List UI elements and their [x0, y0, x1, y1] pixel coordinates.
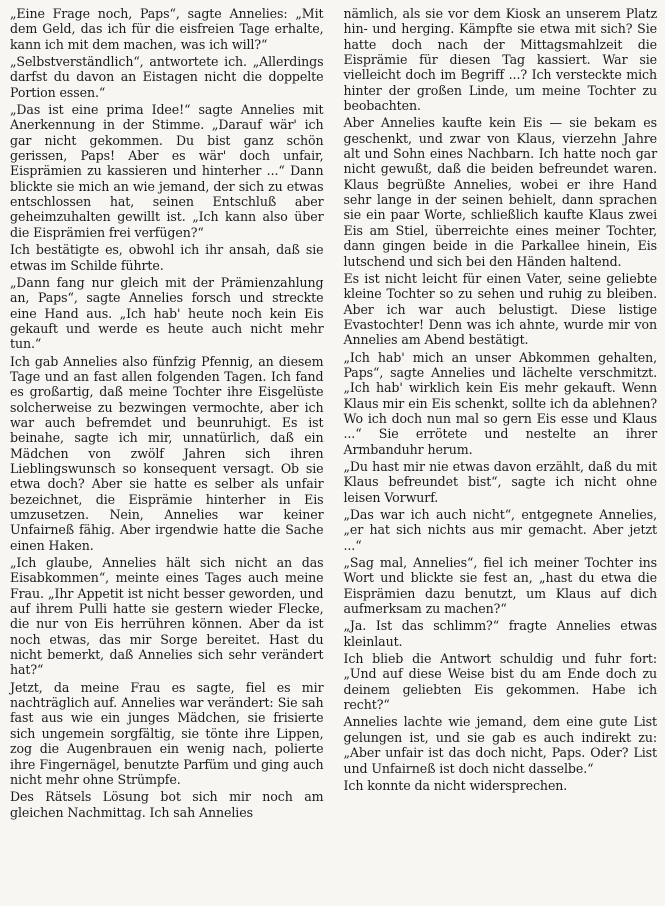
paragraph: Jetzt, da meine Frau es sagte, fiel es mir nachträglich auf. Annelies war verändert: Sie sah fast aus wie ein junges Mädchen, sie frisierte sich ungemein sorgfältig, sie tönte ihre Lippen, zog die Augenbrauen ein wenig nach, polierte ihre Fingernägel, benutzte Parfüm und ging auch nicht mehr ohne Strümpfe. [10, 679, 324, 787]
paragraph: Des Rätsels Lösung bot sich mir noch am gleichen Nachmittag. Ich sah Annelies [10, 789, 324, 820]
paragraph: Annelies lachte wie jemand, dem eine gute List gelungen ist, und sie gab es auch indirekt zu: „Aber unfair ist das doch nicht, Paps. Oder? List und Unfairneß ist doch nicht dasselbe.“ [343, 714, 657, 776]
text-column-left [10, 6, 324, 906]
paragraph: „Du hast mir nie etwas davon erzählt, daß du mit Klaus befreundet bist“, sagte ich nicht ohne leisen Vorwurf. [343, 458, 657, 505]
paragraph: Ich gab Annelies also fünfzig Pfennig, an diesem Tage und an fast allen folgenden Tagen. Ich fand es großartig, daß meine Tochter ihre Eisgelüste solcherweise zu bezwingen vermochte, aber ich war auch befremdet und beunruhigt. Es ist beinahe, sagte ich mir, unnatürlich, daß ein Mädchen von zwölf Jahren sich ihren Lieblingswunsch so konsequent versagt. Ob sie etwa doch? Aber sie hatte es selber als unfair bezeichnet, die Eisprämie hinterher in Eis umzusetzen. Nein, Annelies war keiner Unfairneß fähig. Aber irgendwie hatte die Sache einen Haken. [10, 353, 324, 553]
paragraph: „Selbstverständlich“, antwortete ich. „Allerdings darfst du davon an Eistagen nicht die doppelte Portion essen.“ [10, 54, 324, 100]
paragraph: Es ist nicht leicht für einen Vater, seine geliebte kleine Tochter so zu sehen und ruhig zu bleiben. Aber ich war auch belustigt. Diese listige Evastochter! Denn was ich ahnte, wurde mir von Annelies am Abend bestätigt. [343, 270, 657, 348]
paragraph: „Ja. Ist das schlimm?“ fragte Annelies etwas kleinlaut. [343, 618, 657, 649]
text-column-right [344, 6, 658, 906]
paragraph: „Sag mal, Annelies“, fiel ich meiner Tochter ins Wort und blickte sie fest an, „hast du etwa die Eisprämien dazu benutzt, um Klaus auf dich aufmerksam zu machen?“ [343, 555, 657, 617]
paragraph: Ich blieb die Antwort schuldig und fuhr fort: „Und auf diese Weise bist du am Ende doch zu deinem geliebten Eis gekommen. Habe ich recht?“ [343, 651, 657, 713]
paragraph: „Das ist eine prima Idee!“ sagte Annelies mit Anerkennung in der Stimme. „Darauf wär' ich gar nicht gekommen. Du bist ganz schön gerissen, Paps! Aber es wär' doch unfair, Eisprämien zu kassieren und hinterher ...“ Dann blickte sie mich an wie jemand, der sich zu etwas entschlossen hat, seinen Entschluß aber geheimzuhalten gewillt ist. „Ich kann also über die Eisprämien frei verfügen?“ [10, 102, 324, 240]
paragraph: Ich konnte da nicht widersprechen. [343, 777, 568, 793]
paragraph: „Eine Frage noch, Paps“, sagte Annelies: „Mit dem Geld, das ich für die eisfreien Tage erhalte, kann ich mit dem machen, was ich will?“ [10, 6, 324, 52]
paragraph: Aber Annelies kaufte kein Eis — sie bekam es geschenkt, und zwar von Klaus, vierzehn Jahre alt und Sohn eines Nachbarn. Ich hatte noch gar nicht gewußt, daß die beiden befreundet waren. Klaus begrüßte Annelies, wobei er ihre Hand sehr lange in der seinen behielt, dann sprachen sie ein paar Worte, schließlich kaufte Klaus zwei Eis am Stiel, überreichte eines meiner Tochter, dann gingen beide in die Parkallee hinein, Eis lutschend und sich bei den Händen haltend. [343, 115, 657, 269]
paragraph: Ich bestätigte es, obwohl ich ihr ansah, daß sie etwas im Schilde führte. [10, 242, 324, 273]
paragraph: „Das war ich auch nicht“, entgegnete Annelies, „er hat sich nichts aus mir gemacht. Aber jetzt ...“ [343, 507, 657, 553]
paragraph: nämlich, als sie vor dem Kiosk an unserem Platz hin- und herging. Kämpfte sie etwa mit sich? Sie hatte doch nach der Mittagsmahlzeit die Eisprämie für diesen Tag kassiert. War sie vielleicht doch im Begriff ...? Ich versteckte mich hinter der großen Linde, um meine Tochter zu beobachten. [343, 6, 657, 114]
paragraph: „Dann fang nur gleich mit der Prämienzahlung an, Paps“, sagte Annelies forsch und streckte eine Hand aus. „Ich hab' heute noch kein Eis gekauft und werde es heute auch nicht mehr tun.“ [10, 274, 324, 352]
paragraph: „Ich glaube, Annelies hält sich nicht an das Eisabkommen“, meinte eines Tages auch meine Frau. „Ihr Appetit ist nicht besser geworden, und auf ihrem Pulli hatte sie gestern wieder Flecke, die nur von Eis herrühren können. Aber da ist noch etwas, das mir Sorge bereitet. Hast du nicht bemerkt, daß Annelies sich sehr verändert hat?“ [10, 555, 324, 678]
paragraph: „Ich hab' mich an unser Abkommen gehalten, Paps“, sagte Annelies und lächelte verschmitzt. „Ich hab' wirklich kein Eis mehr gekauft. Wenn Klaus mir ein Eis schenkt, sollte ich da ablehnen? Wo ich doch nun mal so gern Eis esse und Klaus ...“ Sie errötete und nestelte an ihrer Armbanduhr herum. [343, 349, 657, 457]
